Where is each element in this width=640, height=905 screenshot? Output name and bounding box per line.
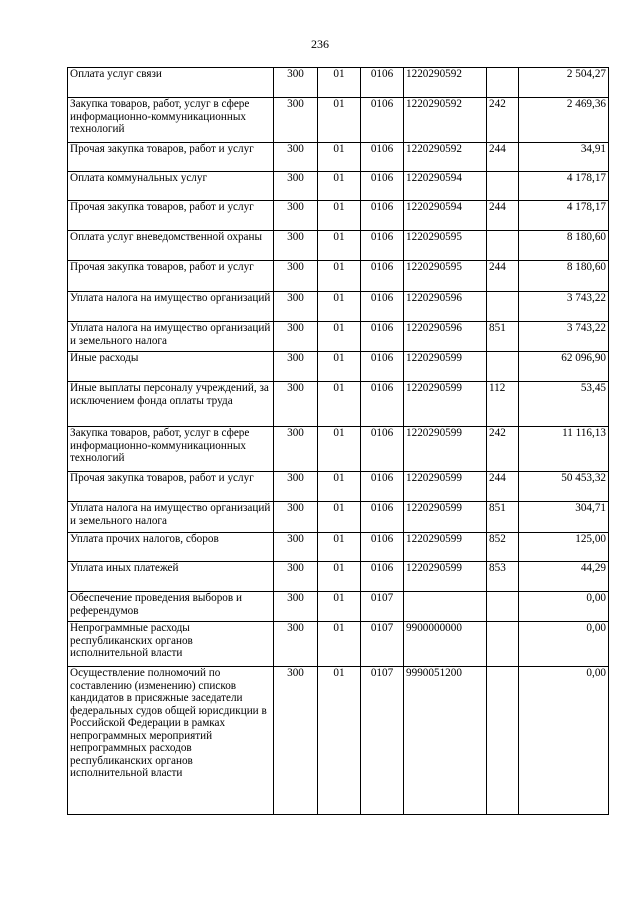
table-row: [68, 98, 609, 143]
row-ved: 300: [274, 592, 318, 622]
row-ved: 300: [274, 472, 318, 502]
row-ved: 300: [274, 172, 318, 201]
row-pr: 0107: [361, 592, 404, 622]
row-name: Оплата коммунальных услуг: [68, 172, 274, 201]
row-pr: 0106: [361, 68, 404, 98]
row-pr: 0106: [361, 472, 404, 502]
table-row: [68, 502, 609, 533]
row-ved: 300: [274, 427, 318, 472]
row-pr: 0106: [361, 143, 404, 172]
row-vr: [487, 622, 519, 667]
row-csr: 1220290599: [404, 472, 487, 502]
table-row: [68, 592, 609, 622]
row-sum: 50 453,32: [519, 472, 609, 502]
row-pr: 0106: [361, 352, 404, 382]
row-ved: 300: [274, 667, 318, 815]
row-vr: 244: [487, 261, 519, 292]
row-sum: 2 469,36: [519, 98, 609, 143]
row-csr: 1220290592: [404, 98, 487, 143]
row-name: Прочая закупка товаров, работ и услуг: [68, 472, 274, 502]
row-name: Уплата налога на имущество организаций: [68, 292, 274, 322]
row-vr: 244: [487, 143, 519, 172]
table-row: [68, 292, 609, 322]
row-vr: 112: [487, 382, 519, 427]
row-csr: 1220290599: [404, 427, 487, 472]
row-vr: [487, 667, 519, 815]
row-pr: 0106: [361, 292, 404, 322]
row-name: Уплата налога на имущество организаций и земельного налога: [68, 502, 274, 533]
table-row: [68, 382, 609, 427]
row-ved: 300: [274, 98, 318, 143]
row-sum: 4 178,17: [519, 201, 609, 231]
row-name: Закупка товаров, работ, услуг в сфере информационно-коммуникационных технологий: [68, 427, 274, 472]
row-sum: 34,91: [519, 143, 609, 172]
row-ved: 300: [274, 143, 318, 172]
row-pr: 0106: [361, 427, 404, 472]
row-pr: 0106: [361, 261, 404, 292]
row-rz: 01: [318, 98, 361, 143]
row-rz: 01: [318, 201, 361, 231]
row-rz: 01: [318, 502, 361, 533]
row-name: Уплата налога на имущество организаций и земельного налога: [68, 322, 274, 352]
row-rz: 01: [318, 472, 361, 502]
row-vr: [487, 68, 519, 98]
row-name: Оплата услуг вневедомственной охраны: [68, 231, 274, 261]
table-body: [68, 68, 609, 815]
row-pr: 0106: [361, 562, 404, 592]
row-vr: [487, 231, 519, 261]
row-rz: 01: [318, 68, 361, 98]
row-vr: 242: [487, 98, 519, 143]
row-rz: 01: [318, 622, 361, 667]
table-row: [68, 667, 609, 815]
row-csr: 9900000000: [404, 622, 487, 667]
row-ved: 300: [274, 261, 318, 292]
row-vr: 853: [487, 562, 519, 592]
row-pr: 0106: [361, 533, 404, 562]
row-name: Прочая закупка товаров, работ и услуг: [68, 143, 274, 172]
row-pr: 0107: [361, 622, 404, 667]
row-name: Уплата прочих налогов, сборов: [68, 533, 274, 562]
row-sum: 53,45: [519, 382, 609, 427]
row-ved: 300: [274, 231, 318, 261]
row-name: Иные выплаты персоналу учреждений, за исключением фонда оплаты труда: [68, 382, 274, 427]
row-name: Прочая закупка товаров, работ и услуг: [68, 261, 274, 292]
table-row: [68, 533, 609, 562]
row-rz: 01: [318, 562, 361, 592]
table-row: [68, 622, 609, 667]
row-csr: 1220290596: [404, 322, 487, 352]
row-name: Уплата иных платежей: [68, 562, 274, 592]
row-sum: 0,00: [519, 622, 609, 667]
row-name: Оплата услуг связи: [68, 68, 274, 98]
row-csr: 1220290599: [404, 533, 487, 562]
row-sum: 4 178,17: [519, 172, 609, 201]
row-ved: 300: [274, 352, 318, 382]
row-vr: 244: [487, 201, 519, 231]
row-ved: 300: [274, 201, 318, 231]
row-rz: 01: [318, 261, 361, 292]
row-rz: 01: [318, 352, 361, 382]
row-sum: 0,00: [519, 667, 609, 815]
row-rz: 01: [318, 292, 361, 322]
table-row: [68, 472, 609, 502]
row-vr: 851: [487, 502, 519, 533]
row-sum: 8 180,60: [519, 231, 609, 261]
row-csr: 1220290599: [404, 352, 487, 382]
row-csr: 1220290599: [404, 562, 487, 592]
row-csr: [404, 592, 487, 622]
row-sum: 62 096,90: [519, 352, 609, 382]
row-vr: [487, 172, 519, 201]
row-pr: 0106: [361, 172, 404, 201]
row-pr: 0107: [361, 667, 404, 815]
table-row: [68, 231, 609, 261]
row-ved: 300: [274, 622, 318, 667]
row-pr: 0106: [361, 502, 404, 533]
row-rz: 01: [318, 427, 361, 472]
table-row: [68, 352, 609, 382]
table-row: [68, 261, 609, 292]
row-sum: 3 743,22: [519, 292, 609, 322]
row-name: Закупка товаров, работ, услуг в сфере информационно-коммуникационных технологий: [68, 98, 274, 143]
row-rz: 01: [318, 143, 361, 172]
row-csr: 1220290592: [404, 68, 487, 98]
table-row: [68, 143, 609, 172]
row-pr: 0106: [361, 98, 404, 143]
row-sum: 8 180,60: [519, 261, 609, 292]
row-csr: 1220290599: [404, 502, 487, 533]
table-row: [68, 562, 609, 592]
row-rz: 01: [318, 322, 361, 352]
row-rz: 01: [318, 667, 361, 815]
row-name: Прочая закупка товаров, работ и услуг: [68, 201, 274, 231]
row-vr: [487, 352, 519, 382]
row-vr: 242: [487, 427, 519, 472]
row-rz: 01: [318, 382, 361, 427]
row-csr: 1220290595: [404, 261, 487, 292]
row-csr: 1220290594: [404, 201, 487, 231]
row-rz: 01: [318, 172, 361, 201]
row-name: Непрограммные расходы республиканских органов исполнительной власти: [68, 622, 274, 667]
row-pr: 0106: [361, 201, 404, 231]
row-ved: 300: [274, 68, 318, 98]
row-pr: 0106: [361, 382, 404, 427]
row-vr: 852: [487, 533, 519, 562]
row-csr: 1220290595: [404, 231, 487, 261]
row-csr: 1220290594: [404, 172, 487, 201]
row-sum: 304,71: [519, 502, 609, 533]
table-row: [68, 68, 609, 98]
table-row: [68, 201, 609, 231]
row-vr: 851: [487, 322, 519, 352]
page-number: 236: [311, 37, 329, 51]
row-ved: 300: [274, 562, 318, 592]
row-csr: 1220290592: [404, 143, 487, 172]
row-rz: 01: [318, 592, 361, 622]
row-ved: 300: [274, 533, 318, 562]
row-name: Обеспечение проведения выборов и референдумов: [68, 592, 274, 622]
row-ved: 300: [274, 322, 318, 352]
row-sum: 0,00: [519, 592, 609, 622]
row-ved: 300: [274, 382, 318, 427]
row-name: Иные расходы: [68, 352, 274, 382]
row-sum: 2 504,27: [519, 68, 609, 98]
row-csr: 1220290599: [404, 382, 487, 427]
table-row: [68, 172, 609, 201]
table-row: [68, 322, 609, 352]
row-pr: 0106: [361, 322, 404, 352]
row-rz: 01: [318, 533, 361, 562]
table-row: [68, 427, 609, 472]
row-vr: [487, 292, 519, 322]
row-sum: 11 116,13: [519, 427, 609, 472]
row-ved: 300: [274, 502, 318, 533]
row-csr: 1220290596: [404, 292, 487, 322]
row-vr: 244: [487, 472, 519, 502]
row-csr: 9990051200: [404, 667, 487, 815]
row-ved: 300: [274, 292, 318, 322]
row-pr: 0106: [361, 231, 404, 261]
row-name: Осуществление полномочий по составлению (изменению) списков кандидатов в присяжные заседатели федеральных судов общей юрисдикции в Российской Федерации в рамках непрограммных мероприятий непрограммных расходов республиканских органов исполнительной власти: [68, 667, 274, 815]
row-sum: 44,29: [519, 562, 609, 592]
budget-table: [67, 67, 609, 815]
row-rz: 01: [318, 231, 361, 261]
row-sum: 3 743,22: [519, 322, 609, 352]
row-vr: [487, 592, 519, 622]
row-sum: 125,00: [519, 533, 609, 562]
